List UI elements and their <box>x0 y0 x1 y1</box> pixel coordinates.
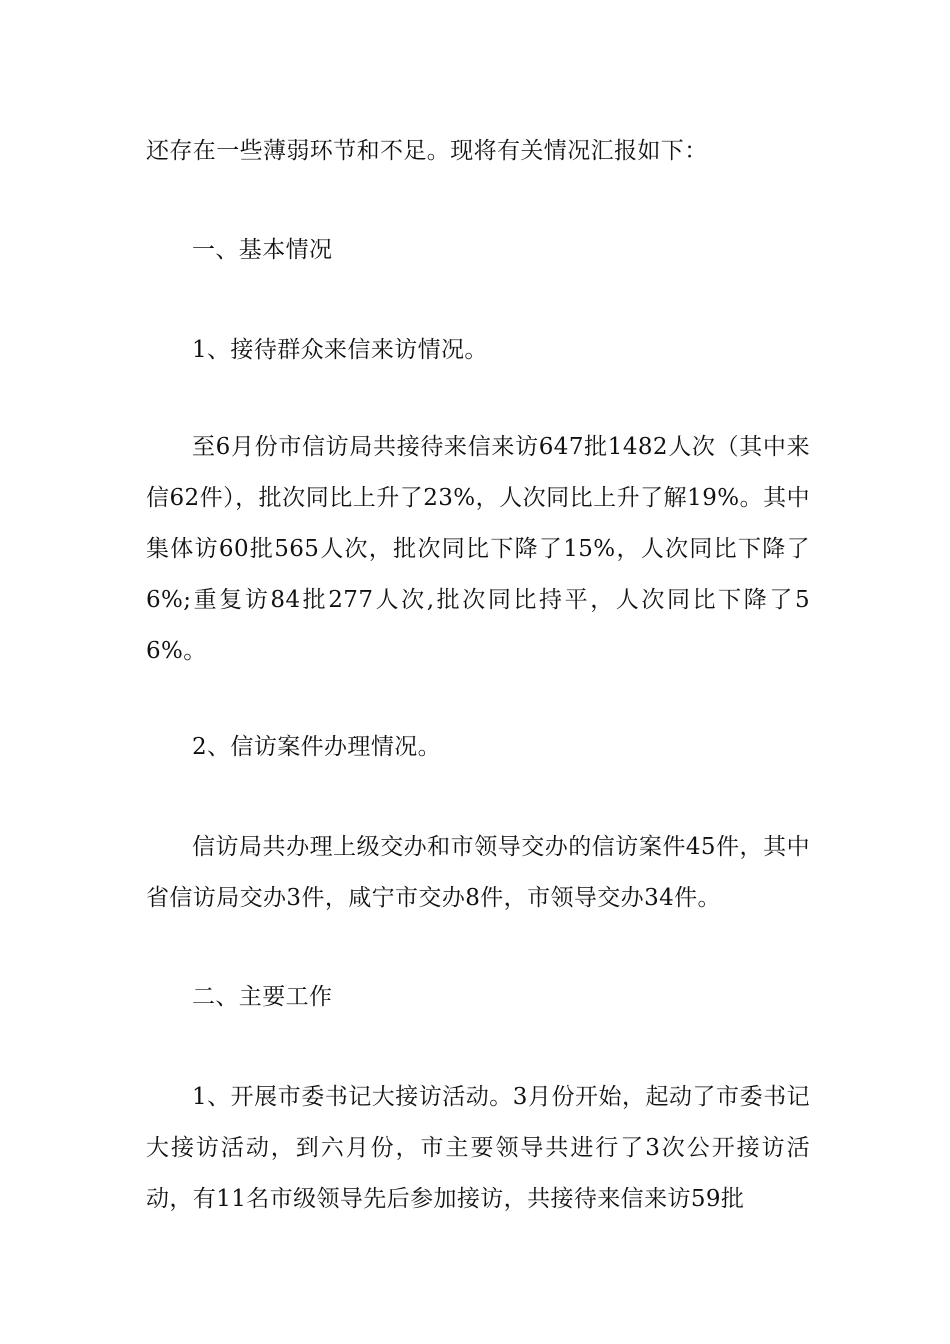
heading-main-work: 二、主要工作 <box>192 984 333 1010</box>
paragraph-reception-stats: 至6月份市信访局共接待来信来访647批1482人次（其中来信62件），批次同比上升了23%，人次同比上升了解19%。其中集体访60批565人次，批次同比下降了15%，人次同比下降了6%;重复访84批277人次,批次同比持平，人次同比下降了56%。 <box>146 434 810 664</box>
paragraph-intro: 还存在一些薄弱环节和不足。现将有关情况汇报如下： <box>146 138 708 164</box>
subheading-case-handling: 2、信访案件办理情况。 <box>192 734 442 760</box>
document-page <box>146 0 810 1344</box>
paragraph-visit-activity: 1、开展市委书记大接访活动。3月份开始，起动了市委书记大接访活动，到六月份，市主要领导共进行了3次公开接访活动，有11名市级领导先后参加接访，共接待来信来访59批 <box>146 1084 810 1212</box>
heading-basic-situation: 一、基本情况 <box>192 237 333 263</box>
subheading-reception: 1、接待群众来信来访情况。 <box>192 337 488 363</box>
paragraph-case-stats: 信访局共办理上级交办和市领导交办的信访案件45件，其中省信访局交办3件，咸宁市交办8件，市领导交办34件。 <box>146 834 810 911</box>
